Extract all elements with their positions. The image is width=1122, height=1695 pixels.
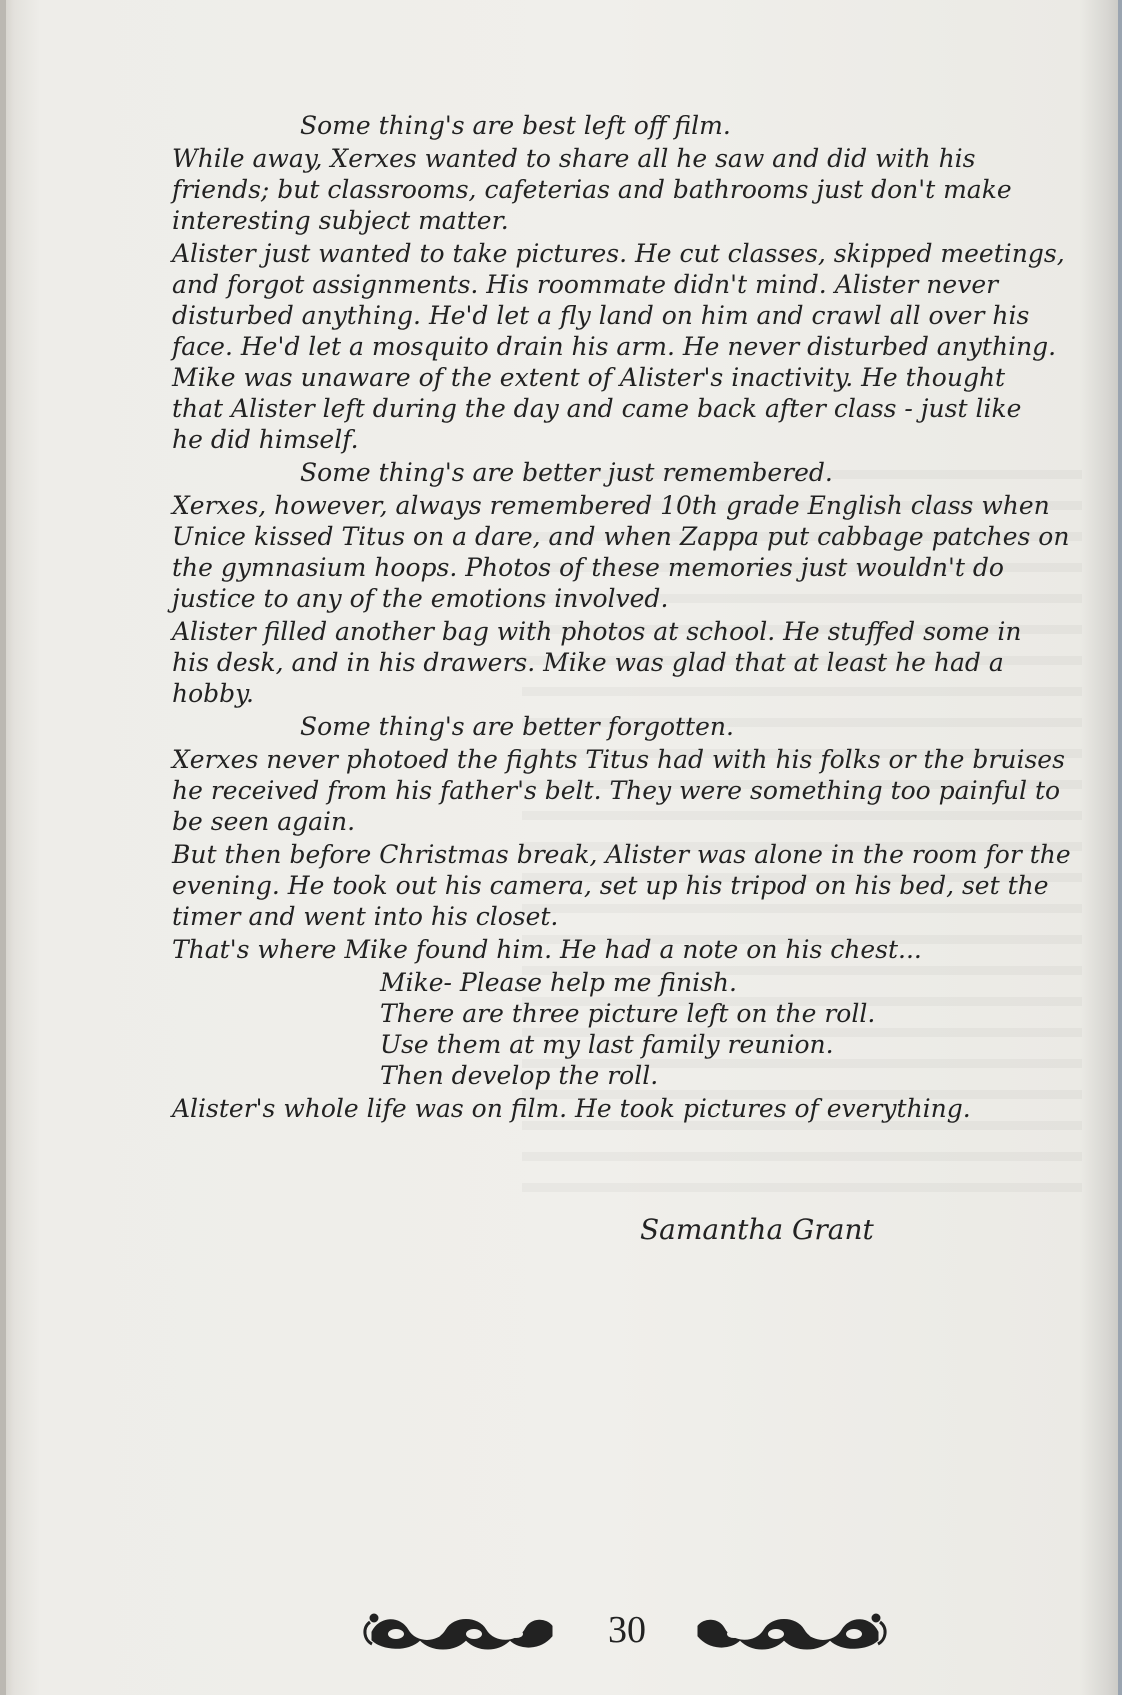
- story-text: [172, 108, 1082, 1124]
- text-line: Xerxes never photoed the fights Titus had with his folks or the bruises: [172, 745, 1065, 774]
- text-line: disturbed anything. He'd let a fly land on him and crawl all over his: [172, 301, 1030, 330]
- page-gutter: [0, 0, 6, 1695]
- text-line: Some thing's are best left off film.: [300, 111, 731, 140]
- text-line: face. He'd let a mosquito drain his arm. He never disturbed anything.: [172, 332, 1057, 361]
- text-line: That's where Mike found him. He had a note on his chest...: [172, 935, 922, 964]
- paragraph: [172, 490, 1082, 614]
- text-line: evening. He took out his camera, set up his tripod on his bed, set the: [172, 871, 1049, 900]
- paragraph: [172, 616, 1082, 709]
- text-line: justice to any of the emotions involved.: [172, 584, 669, 613]
- paragraph: [172, 934, 1082, 965]
- section-heading: [172, 457, 1082, 488]
- text-line: he did himself.: [172, 425, 359, 454]
- text-line: But then before Christmas break, Alister was alone in the room for the: [172, 840, 1071, 869]
- text-line: that Alister left during the day and came back after class - just like: [172, 394, 1022, 423]
- text-line: Some thing's are better forgotten.: [300, 712, 734, 741]
- text-line: interesting subject matter.: [172, 206, 509, 235]
- text-line: Mike- Please help me finish.: [380, 968, 737, 997]
- text-line: Alister just wanted to take pictures. He cut classes, skipped meetings,: [172, 239, 1065, 268]
- paragraph: [172, 744, 1082, 837]
- text-line: While away, Xerxes wanted to share all he saw and did with his: [172, 144, 976, 173]
- text-line: hobby.: [172, 679, 254, 708]
- text-line: be seen again.: [172, 807, 356, 836]
- scroll-flourish-left-icon: [360, 1606, 560, 1662]
- text-line: Mike was unaware of the extent of Alister's inactivity. He thought: [172, 363, 1006, 392]
- text-line: the gymnasium hoops. Photos of these memories just wouldn't do: [172, 553, 1004, 582]
- page-edge: [1118, 0, 1122, 1695]
- paragraph: [172, 1093, 1082, 1124]
- text-line: Alister's whole life was on film. He took pictures of everything.: [172, 1094, 971, 1123]
- paragraph: [172, 238, 1082, 455]
- paragraph: [172, 839, 1082, 932]
- section-heading: [172, 711, 1082, 742]
- text-line: Xerxes, however, always remembered 10th grade English class when: [172, 491, 1050, 520]
- paragraph: [172, 143, 1082, 236]
- suicide-note: [172, 967, 1082, 1091]
- text-line: There are three picture left on the roll.: [380, 999, 876, 1028]
- page-number: 30: [608, 1609, 646, 1651]
- section-heading: [172, 110, 1082, 141]
- scroll-flourish-right-icon: [690, 1606, 890, 1662]
- text-line: Alister filled another bag with photos at school. He stuffed some in: [172, 617, 1022, 646]
- text-line: he received from his father's belt. They were something too painful to: [172, 776, 1061, 805]
- text-line: and forgot assignments. His roommate didn't mind. Alister never: [172, 270, 999, 299]
- text-line: Use them at my last family reunion.: [380, 1030, 834, 1059]
- text-line: Unice kissed Titus on a dare, and when Zappa put cabbage patches on: [172, 522, 1070, 551]
- author-signature: Samantha Grant: [640, 1213, 874, 1246]
- page-footer: [360, 1600, 900, 1670]
- text-line: his desk, and in his drawers. Mike was glad that at least he had a: [172, 648, 1004, 677]
- text-line: friends; but classrooms, cafeterias and bathrooms just don't make: [172, 175, 1012, 204]
- text-line: Some thing's are better just remembered.: [300, 458, 833, 487]
- text-line: timer and went into his closet.: [172, 902, 559, 931]
- text-line: Then develop the roll.: [380, 1061, 659, 1090]
